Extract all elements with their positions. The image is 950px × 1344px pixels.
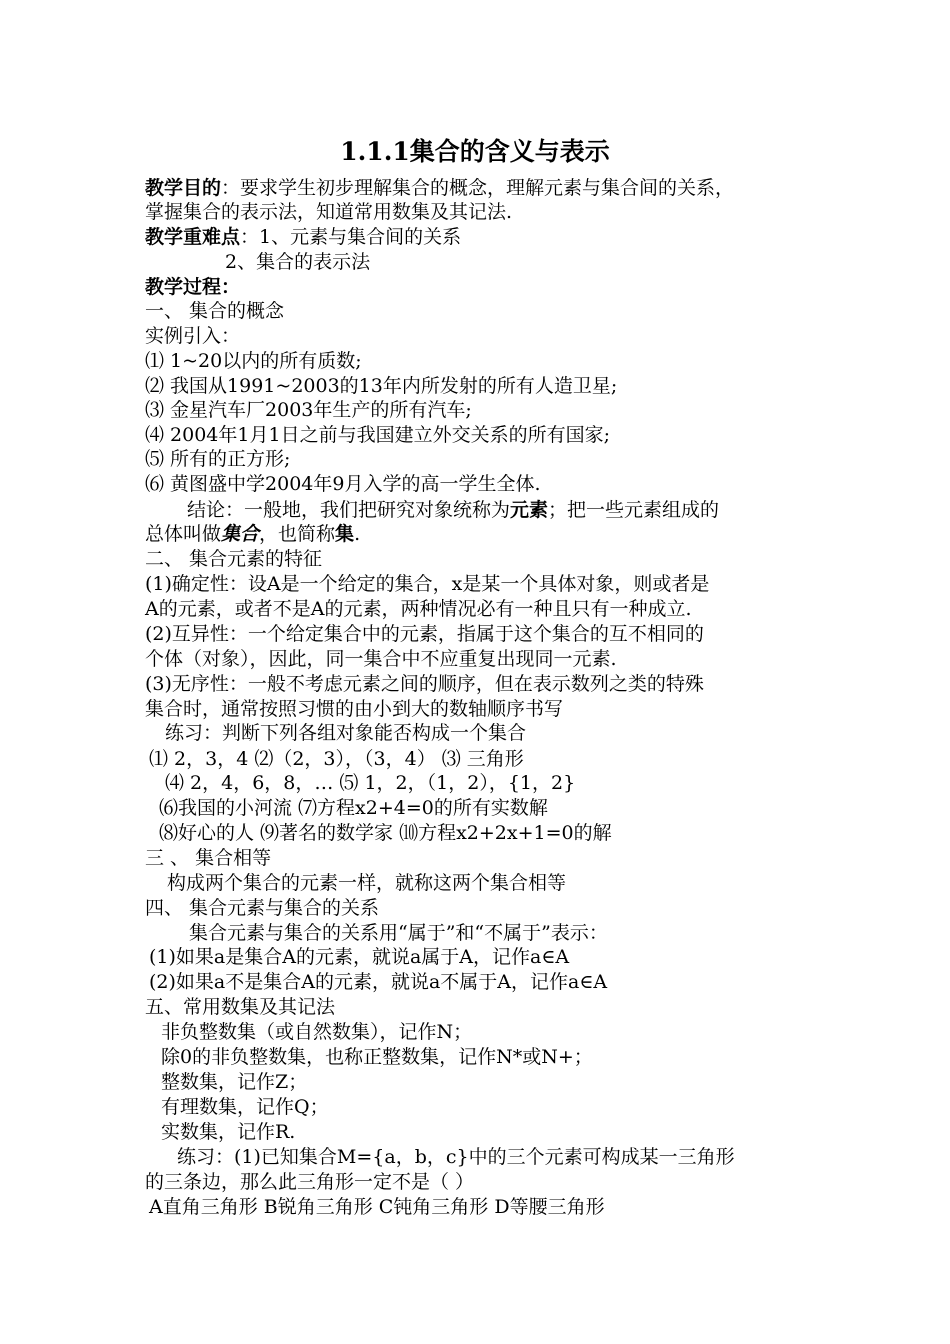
key-points-label: 教学重难点: [145, 226, 241, 248]
exercise-question-1: 练习：(1)已知集合M={a，b，c}中的三个元素可构成某一三角形: [177, 1146, 735, 1168]
conclusion-line-1: 结论：一般地，我们把研究对象统称为元素；把一些元素组成的: [187, 499, 720, 521]
example-item: ⑴ 1~20以内的所有质数;: [145, 350, 362, 372]
term-element: 元素: [510, 499, 549, 521]
objective-text-1: ：要求学生初步理解集合的概念，理解元素与集合间的关系，: [221, 177, 735, 199]
section1-heading: 一、 集合的概念: [145, 300, 285, 322]
section3-text: 构成两个集合的元素一样，就称这两个集合相等: [167, 872, 567, 894]
exercise-line: ⑷ 2，4，6，8，… ⑸ 1，2，（1，2），{1，2}: [165, 772, 576, 794]
conclusion-line-2: 总体叫做集合，也简称集.: [145, 523, 361, 545]
feature-line: (1)确定性：设A是一个给定的集合，x是某一个具体对象，则或者是: [145, 573, 710, 595]
objective-label: 教学目的: [145, 177, 222, 199]
objective-text-2: 掌握集合的表示法，知道常用数集及其记法.: [145, 201, 513, 223]
example-item: ⑶ 金星汽车厂2003年生产的所有汽车;: [145, 399, 472, 421]
feature-line: 个体（对象），因此，同一集合中不应重复出现同一元素.: [145, 648, 617, 670]
document-title: 1.1.1集合的含义与表示: [340, 137, 610, 166]
feature-line: A的元素，或者不是A的元素，两种情况必有一种且只有一种成立.: [145, 598, 692, 620]
example-item: ⑸ 所有的正方形;: [145, 448, 291, 470]
examples-intro: 实例引入：: [145, 325, 241, 347]
objective-line-1: [145, 176, 734, 200]
number-set-line: 有理数集，记作Q；: [161, 1096, 329, 1118]
example-item: ⑹ 黄图盛中学2004年9月入学的高一学生全体.: [145, 473, 541, 495]
exercise-question-2: 的三条边，那么此三角形一定不是（ ）: [145, 1171, 475, 1193]
relation-line: (1)如果a是集合A的元素，就说a属于A，记作a∈A: [149, 946, 570, 968]
number-set-line: 非负整数集（或自然数集），记作N；: [161, 1021, 473, 1043]
term-set-short: 集: [335, 523, 355, 545]
exercise-options: A直角三角形 B锐角三角形 C钝角三角形 D等腰三角形: [149, 1196, 605, 1218]
section4-intro: 集合元素与集合的关系用“属于”和“不属于”表示：: [189, 922, 608, 944]
section2-heading: 二、 集合元素的特征: [145, 548, 323, 570]
section4-heading: 四、 集合元素与集合的关系: [145, 897, 380, 919]
section3-heading: 三 、 集合相等: [145, 847, 272, 869]
key-point-1: ：1、元素与集合间的关系: [240, 226, 462, 248]
number-set-line: 除0的非负整数集，也称正整数集，记作N*或N+；: [161, 1046, 593, 1068]
relation-line: (2)如果a不是集合A的元素，就说a不属于A，记作a∈A: [149, 971, 608, 993]
example-item: ⑷ 2004年1月1日之前与我国建立外交关系的所有国家;: [145, 424, 610, 446]
exercise-line: ⑴ 2，3，4 ⑵（2，3），（3，4） ⑶ 三角形: [149, 748, 524, 770]
number-set-line: 整数集，记作Z；: [161, 1071, 308, 1093]
feature-line: 集合时，通常按照习惯的由小到大的数轴顺序书写: [145, 698, 564, 720]
example-item: ⑵ 我国从1991~2003的13年内所发射的所有人造卫星;: [145, 375, 618, 397]
key-points-line-1: [145, 225, 461, 249]
key-point-2: 2、集合的表示法: [225, 251, 371, 273]
exercise-line: ⑹我国的小河流 ⑺方程x2+4=0的所有实数解: [159, 797, 548, 819]
number-set-line: 实数集，记作R.: [161, 1121, 296, 1143]
feature-line: (2)互异性：一个给定集合中的元素，指属于这个集合的互不相同的: [145, 623, 704, 645]
exercise-intro: 练习：判断下列各组对象能否构成一个集合: [165, 722, 527, 744]
term-set: 集合: [221, 523, 260, 545]
section5-heading: 五、常用数集及其记法: [145, 996, 336, 1018]
feature-line: (3)无序性：一般不考虑元素之间的顺序，但在表示数列之类的特殊: [145, 673, 704, 695]
process-label: 教学过程：: [145, 276, 241, 298]
exercise-line: ⑻好心的人 ⑼著名的数学家 ⑽方程x2+2x+1=0的解: [159, 822, 612, 844]
